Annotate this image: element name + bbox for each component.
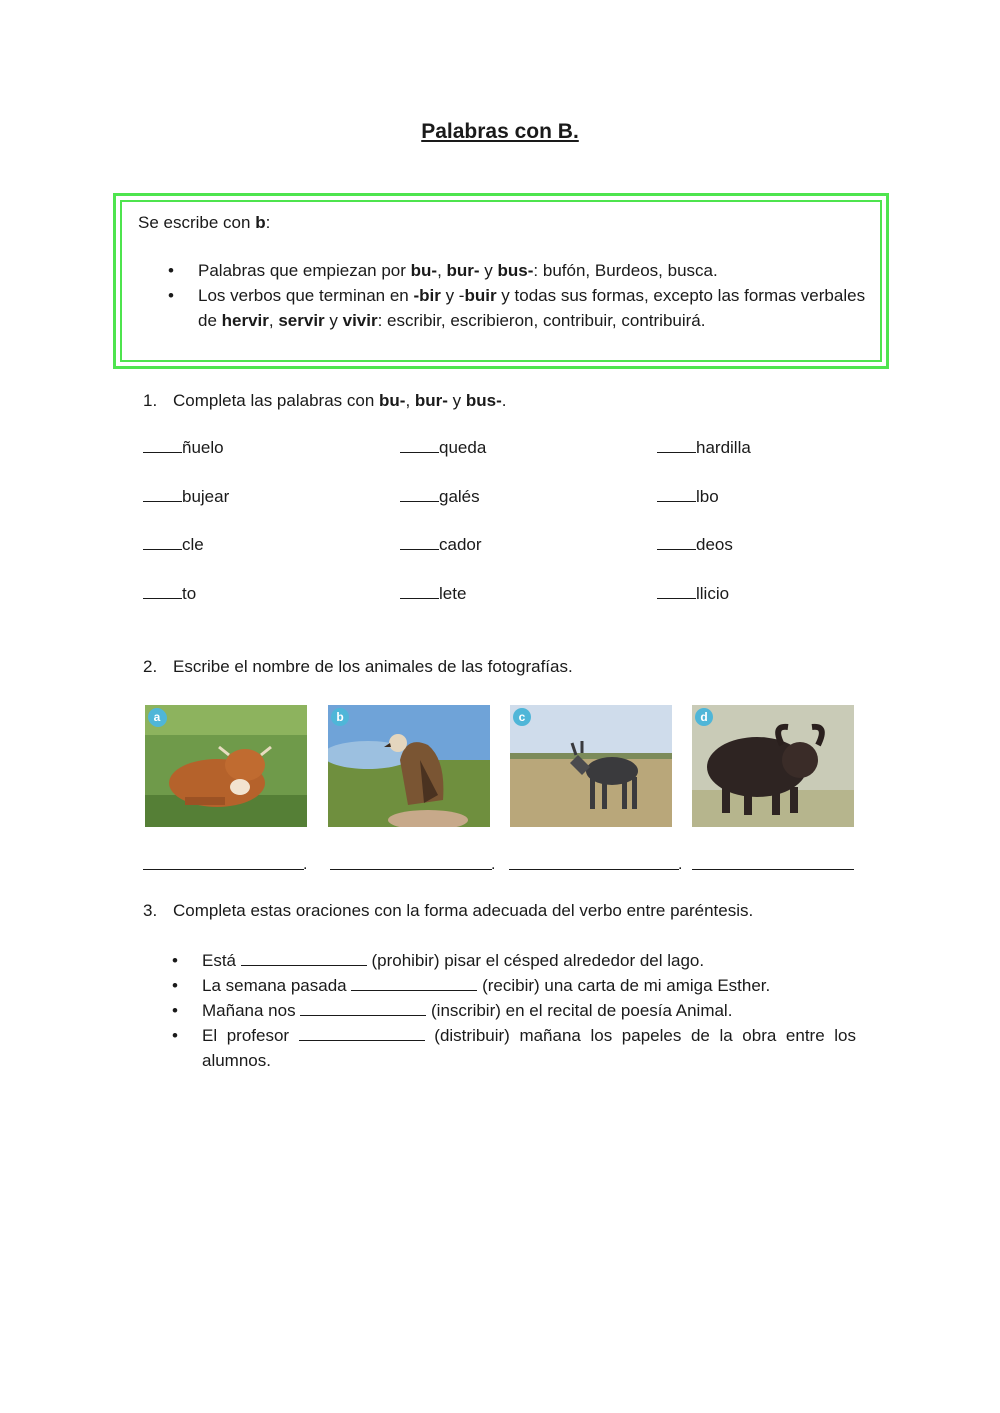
sentence-text: Está	[202, 951, 241, 970]
sentence-text: El profesor	[202, 1026, 299, 1045]
question-1	[143, 391, 507, 411]
word-ending: lbo	[696, 486, 719, 506]
rule-text: y todas sus formas, excepto las formas verbales de	[198, 286, 866, 330]
sentence-text: (recibir) una carta de mi amiga Esther.	[477, 976, 771, 995]
question-text: ,	[405, 391, 415, 410]
cow-image	[145, 705, 307, 827]
blank-line[interactable]	[299, 1026, 425, 1041]
question-number: 1.	[143, 391, 158, 410]
blank-line[interactable]	[657, 438, 696, 453]
photo-badge: c	[513, 708, 531, 726]
answer-line-d[interactable]	[692, 869, 854, 870]
rule-text: y	[479, 261, 498, 280]
blank-line[interactable]	[657, 535, 696, 550]
word-ending: hardilla	[696, 438, 751, 457]
rule-bold: servir	[278, 311, 325, 330]
rule-bold: hervir	[221, 311, 269, 330]
rule-intro	[138, 213, 270, 233]
rule-bold: bus-	[497, 261, 534, 280]
question-bold: bu-	[379, 391, 406, 410]
sentence-text: (prohibir) pisar el césped alrededor del lago.	[366, 951, 705, 970]
rule-bold: vivir	[342, 311, 378, 330]
rule-text: ,	[437, 261, 447, 280]
blank-line[interactable]	[300, 1001, 426, 1016]
answer-line-a[interactable]	[143, 869, 304, 870]
word-item[interactable]	[143, 584, 196, 604]
word-ending: llicio	[696, 583, 730, 603]
word-item[interactable]	[143, 487, 229, 507]
word-ending: bujear	[182, 486, 230, 506]
word-item[interactable]	[400, 438, 486, 458]
word-item[interactable]	[657, 535, 733, 555]
page-title: Palabras con B.	[421, 120, 579, 143]
word-item[interactable]	[400, 535, 482, 555]
photo-buffalo	[692, 705, 854, 827]
photo-row	[145, 705, 855, 827]
word-ending: lete	[439, 583, 467, 603]
question-number: 3.	[143, 901, 158, 920]
blank-line[interactable]	[143, 438, 182, 453]
bullet-icon: •	[172, 976, 178, 995]
blank-line[interactable]	[351, 976, 477, 991]
blank-line[interactable]	[143, 535, 182, 550]
rule-item	[138, 283, 868, 333]
word-item[interactable]	[143, 535, 204, 555]
sentence-item	[172, 948, 856, 973]
question-bold: bur-	[414, 391, 448, 410]
photo-donkey	[510, 705, 672, 827]
word-ending: cle	[182, 535, 204, 554]
sentence-text: (distribuir) mañana los papeles de la obra entre los alumnos.	[202, 1026, 856, 1070]
word-row	[143, 438, 903, 487]
rule-item	[138, 258, 868, 283]
bullet-icon: •	[168, 261, 174, 280]
word-ending: galés	[439, 486, 480, 506]
sentence-text: La semana pasada	[202, 976, 352, 995]
photo-badge: b	[331, 708, 349, 726]
word-row	[143, 535, 903, 584]
bullet-icon: •	[172, 1001, 178, 1020]
word-item[interactable]	[657, 438, 751, 458]
sentence-item	[172, 998, 856, 1023]
word-item[interactable]	[657, 584, 729, 604]
blank-line[interactable]	[400, 438, 439, 453]
rule-intro-end: :	[265, 213, 271, 232]
sentence-list	[172, 948, 856, 1073]
rule-text: Los verbos que terminan en	[198, 286, 414, 305]
blank-line[interactable]	[143, 487, 182, 502]
question-text: Completa estas oraciones con la forma adecuada del verbo entre paréntesis.	[173, 901, 754, 920]
bullet-icon: •	[172, 951, 178, 970]
rule-text: : bufón, Burdeos, busca.	[533, 261, 718, 280]
word-grid	[143, 438, 903, 632]
question-2	[143, 657, 573, 677]
blank-line[interactable]	[400, 487, 439, 502]
bullet-icon: •	[172, 1026, 178, 1045]
word-ending: queda	[439, 438, 487, 457]
rule-intro-bold: b	[255, 213, 266, 232]
answer-line-b[interactable]	[330, 869, 492, 870]
sentence-item	[172, 973, 856, 998]
photo-badge: a	[148, 708, 166, 726]
rule-bold: -bir	[413, 286, 441, 305]
word-item[interactable]	[400, 487, 480, 507]
word-ending: deos	[696, 535, 733, 554]
buffalo-image	[692, 705, 854, 827]
question-bold: bus-	[465, 391, 502, 410]
photo-cow	[145, 705, 307, 827]
blank-line[interactable]	[400, 584, 439, 599]
bullet-icon: •	[168, 286, 174, 305]
word-row	[143, 487, 903, 536]
word-item[interactable]	[657, 487, 719, 507]
blank-line[interactable]	[241, 951, 367, 966]
blank-line[interactable]	[657, 487, 696, 502]
word-item[interactable]	[400, 584, 466, 604]
question-text: Escribe el nombre de los animales de las fotografías.	[173, 657, 573, 676]
answer-separator: .	[678, 856, 683, 873]
rule-list	[138, 258, 868, 333]
question-number: 2.	[143, 657, 158, 676]
rule-text: : escribir, escribieron, contribuir, contribuirá.	[377, 311, 706, 330]
question-text: .	[501, 391, 507, 410]
word-ending: ñuelo	[182, 438, 224, 457]
question-text: Completa las palabras con	[173, 391, 380, 410]
sentence-text: Mañana nos	[202, 1001, 301, 1020]
rule-bold: buir	[464, 286, 497, 305]
rule-box	[113, 193, 889, 369]
photo-vulture	[328, 705, 490, 827]
word-row	[143, 584, 903, 633]
photo-badge: d	[695, 708, 713, 726]
blank-line[interactable]	[400, 535, 439, 550]
word-item[interactable]	[143, 438, 224, 458]
rule-bold: bu-	[410, 261, 438, 280]
answer-separator: .	[491, 856, 496, 873]
rule-text: Palabras que empiezan por	[198, 261, 411, 280]
word-ending: to	[182, 583, 197, 603]
rule-text: y -	[440, 286, 465, 305]
sentence-item	[172, 1023, 856, 1073]
rule-bold: bur-	[446, 261, 480, 280]
sentence-text: (inscribir) en el recital de poesía Animal.	[426, 1001, 733, 1020]
rule-text: y	[324, 311, 343, 330]
vulture-image	[328, 705, 490, 827]
answer-separator: .	[303, 856, 308, 873]
word-ending: cador	[439, 535, 482, 554]
blank-line[interactable]	[143, 584, 182, 599]
answer-line-c[interactable]	[509, 869, 679, 870]
rule-text: ,	[268, 311, 279, 330]
donkey-image	[510, 705, 672, 827]
blank-line[interactable]	[657, 584, 696, 599]
question-3	[143, 901, 753, 921]
question-text: y	[447, 391, 466, 410]
rule-intro-text: Se escribe con	[138, 213, 256, 232]
